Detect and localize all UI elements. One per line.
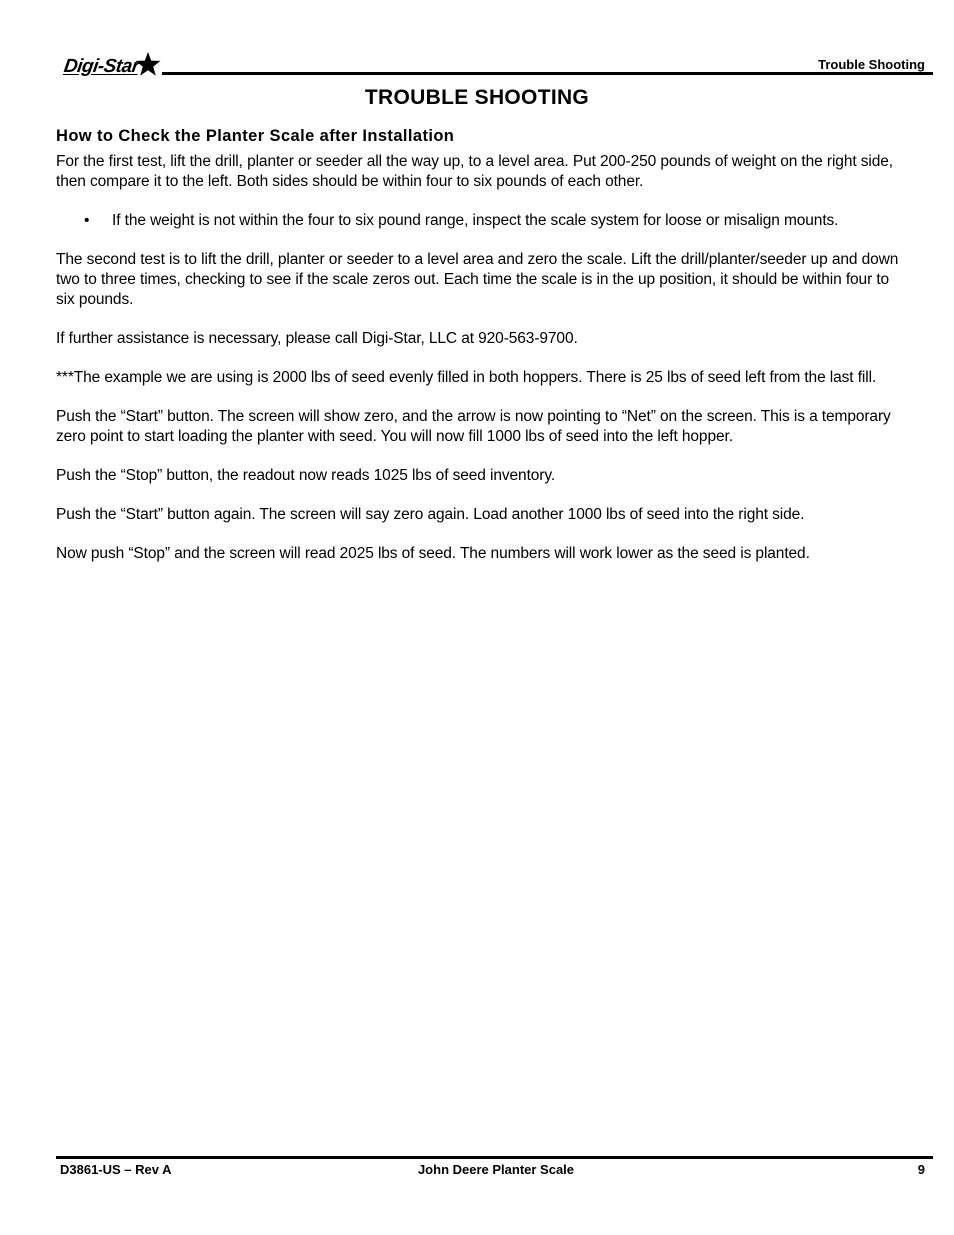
main-content bbox=[56, 126, 906, 583]
bullet-icon: • bbox=[84, 212, 90, 229]
paragraph: The second test is to lift the drill, planter or seeder to a level area and zero the scale. Lift the drill/planter/seeder up and down two to three times, checking to see if the scale zeros out. Each time the scale is in the up position, it should be within four to six pounds. bbox=[56, 251, 899, 308]
footer-rule bbox=[56, 1156, 933, 1159]
digi-star-logo bbox=[62, 52, 172, 78]
header-rule bbox=[162, 72, 933, 75]
list-item-text: If the weight is not within the four to six pound range, inspect the scale system for loose or misalign mounts. bbox=[112, 212, 839, 229]
page-title: TROUBLE SHOOTING bbox=[364, 86, 590, 109]
logo-text: Digi-Star bbox=[62, 56, 141, 77]
paragraph: For the first test, lift the drill, planter or seeder all the way up, to a level area. Put 200-250 pounds of weight on the right side, then compare it to the left. Both sides should be within four to six pounds of each other. bbox=[56, 153, 893, 190]
list-item bbox=[56, 211, 906, 231]
paragraph: Push the “Stop” button, the readout now reads 1025 lbs of seed inventory. bbox=[56, 467, 556, 484]
paragraph: Push the “Start” button again. The screen will say zero again. Load another 1000 lbs of seed into the right side. bbox=[56, 506, 805, 523]
star-icon bbox=[135, 52, 161, 76]
page-footer bbox=[56, 1156, 933, 1180]
paragraph: Push the “Start” button. The screen will show zero, and the arrow is now pointing to “Net” on the screen. This is a temporary zero point to start loading the planter with seed. You will now fill 1000 lbs of seed into the left hopper. bbox=[56, 408, 891, 445]
footer-page-number: 9 bbox=[917, 1162, 925, 1177]
paragraph: Now push “Stop” and the screen will read 2025 lbs of seed. The numbers will work lower as the seed is planted. bbox=[56, 545, 810, 562]
header-section-title: Trouble Shooting bbox=[818, 57, 925, 72]
paragraph: If further assistance is necessary, please call Digi-Star, LLC at 920-563-9700. bbox=[56, 330, 578, 347]
paragraph: ***The example we are using is 2000 lbs of seed evenly filled in both hoppers. There is 25 lbs of seed left from the last fill. bbox=[56, 369, 877, 386]
bullet-list bbox=[56, 211, 906, 231]
footer-doc-title: John Deere Planter Scale bbox=[417, 1162, 575, 1177]
footer-doc-id: D3861-US – Rev A bbox=[60, 1162, 172, 1177]
page-header bbox=[62, 52, 933, 78]
section-heading: How to Check the Planter Scale after Installation bbox=[56, 127, 455, 145]
